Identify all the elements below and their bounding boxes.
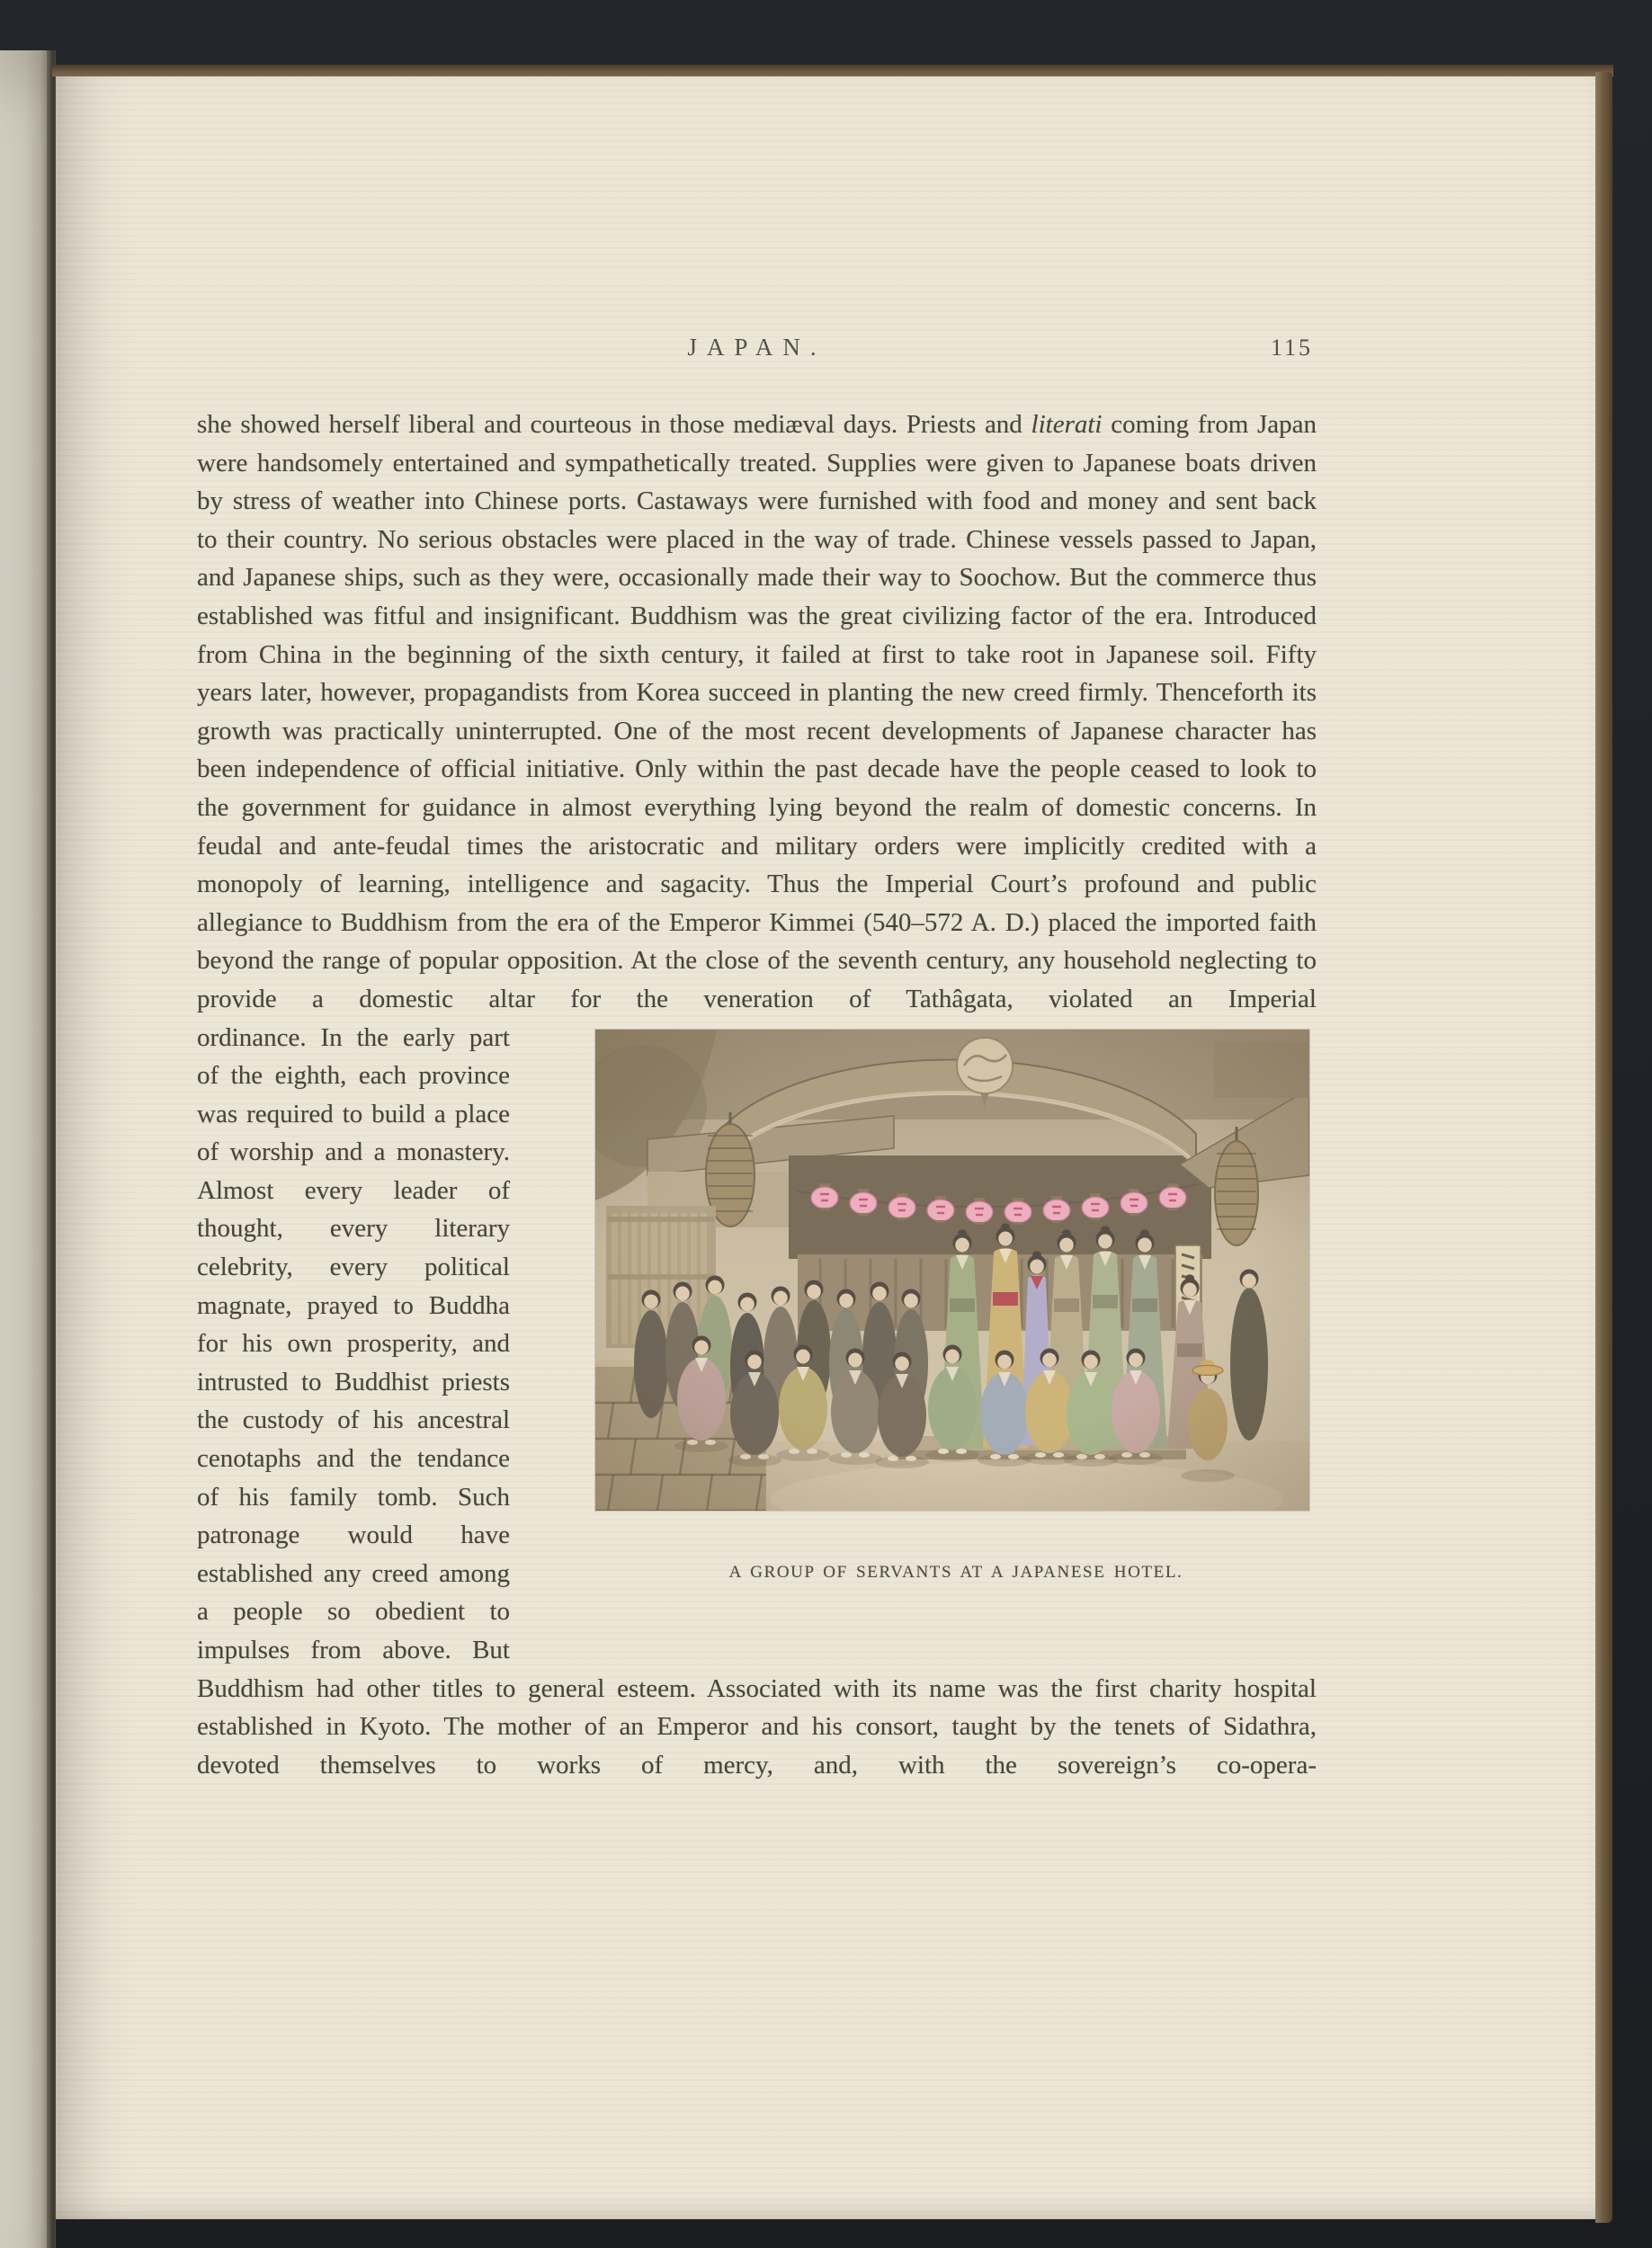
photo-image	[595, 1030, 1309, 1511]
paragraph-1-text: she showed herself liberal and courteous in those mediæval days. Priests and	[197, 410, 1031, 439]
book-gutter-crease	[47, 50, 56, 2248]
page-number: 115	[1270, 335, 1313, 361]
literati-italic-term: literati	[1031, 410, 1103, 439]
photo-fade-wash	[595, 1030, 1309, 1511]
paragraph-1-text-continued: coming from Japan were handsomely entertained and sympathetically treated. Supplies were given to Japanese boats driven by stress of weather into Chinese ports. Castaways were furnished with food and money and sent back to their country. No serious obstacles were placed in the way of trade. Chinese vessels passed to Japan, and Japanese ships, such as they were, occasionally made their way to Soochow. But the commerce thus established was fitful and insignificant. Buddhism was the great civilizing factor of the era. Introduced from China in the beginning of the sixth century, it failed at first to take root in Japanese soil. Fifty years later, however, propagandists from Korea succeed in planting the new creed firmly. Thenceforth its growth was practically uninterrupted. One of the most recent developments of Japanese character has been independence of official initiative. Only within the past decade have the people ceased to look to the government for guidance in almost everything lying beyond the realm of domestic concerns. In feudal and ante-feudal times the aristocratic and military orders were implicitly credited with a monopoly of learning, intelligence and sagacity. Thus the Imperial Court’s profound and public allegiance to Buddhism from the era of the Emperor Kimmei (540–572 A. D.) placed the imported faith beyond the range of popular opposition. At the close of the seventh century, any household neglecting to provide a domestic altar for the veneration of Tathâgata, violated an Imperial	[197, 410, 1317, 1013]
photo-caption: A GROUP OF SERVANTS AT A JAPANESE HOTEL.	[728, 1562, 1183, 1582]
book-top-edge	[52, 65, 1613, 76]
hotel-group-photograph	[595, 1030, 1309, 1511]
page-title: JAPAN.	[687, 334, 826, 361]
paragraph-2: ordinance. In the early part of the eighth, each province was required to build a place of worship and a monastery. Almost every leader of thought, every literary celebrity, every political magnate, prayed to Buddha for his own prosperity, and intrusted to Buddhist priests the custody of his ancestral cenotaphs and the tendance of his family tomb. Such patronage would have established any creed among a people so obedient to impulses from above. But Buddhism had other titles to general esteem. Associated with its name was the first charity hospital established in Kyoto. The mother of an Emperor and his consort, taught by the tenets of Sidathra, devoted themselves to works of mercy, and, with the sovereign’s co-opera-	[197, 1022, 1317, 1780]
page-paper	[56, 76, 1595, 2219]
body-text-block	[197, 406, 1317, 1784]
book-right-deckle-edge	[1595, 72, 1612, 2223]
book-page-edge-stack	[0, 50, 47, 2248]
running-header	[197, 334, 1317, 370]
paragraph-1	[197, 406, 1317, 1019]
photo-figure	[595, 1030, 1317, 1639]
